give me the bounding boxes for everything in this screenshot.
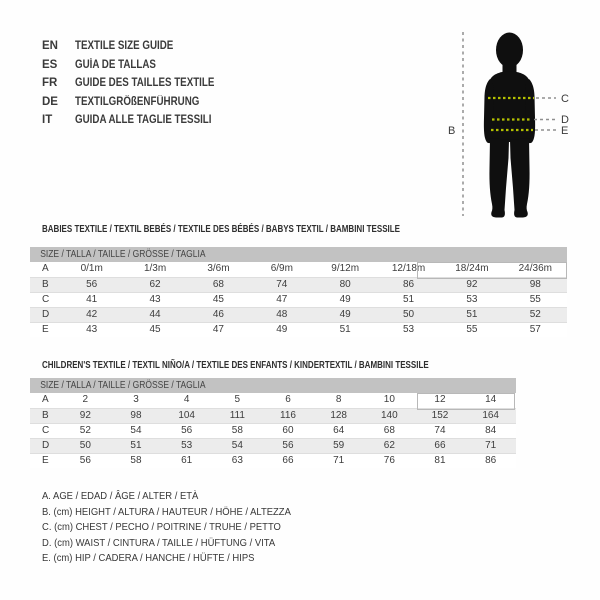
cell: 68: [212, 279, 224, 290]
cell: 43: [86, 324, 98, 335]
children-section-title-text: CHILDREN'S TEXTILE / TEXTIL NIÑO/A / TEXTILE DES ENFANTS / KINDERTEXTIL / BAMBINI TESSILE: [42, 360, 429, 371]
table-row-age: [30, 393, 516, 408]
size-header-label: SIZE / TALLA / TAILLE / GRÖSSE / TAGLIA: [40, 380, 206, 391]
lang-row-de: [42, 93, 239, 112]
cell: 3/6m: [207, 263, 230, 274]
size-header-label: SIZE / TALLA / TAILLE / GRÖSSE / TAGLIA: [40, 249, 206, 260]
measurement-legend: [42, 489, 319, 567]
cell: 14: [485, 394, 497, 405]
lang-title: GUIDE DES TAILLES TEXTILE: [75, 77, 215, 89]
waist-label: D: [561, 114, 569, 126]
cell: 41: [86, 294, 98, 305]
row-label: E: [42, 324, 49, 335]
table-row-waist: [30, 438, 516, 453]
children-size-table: [30, 378, 516, 468]
cell: 45: [149, 324, 161, 335]
cell: 52: [79, 425, 91, 436]
table-row-chest: [30, 292, 567, 307]
row-label: C: [42, 425, 50, 436]
cell: 53: [466, 294, 478, 305]
cell: 54: [231, 440, 243, 451]
cell: 58: [231, 425, 243, 436]
table-row-hip: [30, 322, 567, 337]
cell: 66: [434, 440, 446, 451]
lang-row-en: [42, 37, 239, 56]
cell: 12/18m: [391, 263, 426, 274]
cell: 62: [149, 279, 161, 290]
row-label: D: [42, 309, 50, 320]
cell: 98: [529, 279, 541, 290]
lang-title: TEXTILE SIZE GUIDE: [75, 40, 174, 52]
cell: 51: [339, 324, 351, 335]
table-row-height: [30, 277, 567, 292]
cell: 64: [333, 425, 345, 436]
cell: 18/24m: [455, 263, 489, 274]
cell: 6: [285, 394, 291, 405]
legend-item-chest: [42, 520, 319, 536]
cell: 53: [181, 440, 193, 451]
lang-code: ES: [42, 58, 58, 71]
lang-code: FR: [42, 77, 58, 89]
cell: 5: [234, 394, 241, 405]
table-row-chest: [30, 423, 516, 438]
cell: 3: [133, 394, 139, 405]
cell: 58: [130, 455, 142, 466]
cell: 111: [229, 410, 245, 421]
cell: 46: [212, 309, 224, 320]
cell: 63: [231, 455, 243, 466]
table-row-hip: [30, 453, 516, 468]
lang-title: TEXTILGRÖßENFÜHRUNG: [75, 95, 200, 108]
table-row-age: [30, 262, 567, 277]
lang-row-it: [42, 111, 239, 130]
cell: 56: [282, 440, 294, 451]
row-label: A: [42, 263, 49, 274]
row-label: B: [42, 279, 49, 290]
cell: 51: [466, 309, 478, 320]
cell: 12: [434, 394, 446, 405]
cell: 61: [181, 455, 193, 466]
babies-section-title-text: BABIES TEXTILE / TEXTIL BEBÉS / TEXTILE DES BÉBÉS / BABYS TEXTIL / BAMBINI TESSILE: [42, 224, 400, 235]
cell: 140: [380, 410, 398, 421]
cell: 49: [339, 294, 351, 305]
cell: 49: [276, 324, 288, 335]
cell: 164: [482, 410, 499, 421]
children-section-title: [42, 360, 525, 371]
babies-section-title: [42, 224, 489, 235]
cell: 57: [529, 324, 541, 335]
height-label: B: [448, 125, 456, 137]
cell: 84: [485, 425, 497, 436]
cell: 59: [333, 440, 345, 451]
cell: 47: [276, 294, 288, 305]
cell: 71: [485, 440, 497, 451]
cell: 24/36m: [518, 263, 552, 274]
cell: 92: [466, 279, 478, 290]
cell: 53: [403, 324, 415, 335]
cell: 74: [434, 425, 446, 436]
cell: 104: [178, 410, 195, 421]
legend-item-hip: [42, 551, 319, 567]
lang-code: DE: [42, 95, 58, 108]
hip-label: E: [561, 125, 569, 137]
legend-item-waist: [42, 536, 319, 552]
lang-title: GUÍA DE TALLAS: [75, 58, 156, 71]
legend-text: C. (cm) CHEST / PECHO / POITRINE / TRUHE / PETTO: [42, 521, 281, 533]
legend-text: D. (cm) WAIST / CINTURA / TAILLE / HÜFTUNG / VITA: [42, 536, 276, 549]
cell: 4: [183, 394, 190, 405]
cell: 86: [403, 279, 415, 290]
cell: 42: [86, 309, 98, 320]
cell: 8: [335, 394, 342, 405]
lang-row-fr: [42, 74, 239, 93]
cell: 68: [383, 425, 395, 436]
cell: 56: [181, 425, 193, 436]
cell: 48: [276, 309, 288, 320]
cell: 52: [529, 309, 541, 320]
row-label: E: [42, 455, 49, 466]
cell: 2: [82, 394, 89, 405]
cell: 98: [130, 410, 142, 421]
cell: 116: [280, 410, 296, 421]
cell: 50: [79, 440, 91, 451]
cell: 49: [339, 309, 351, 320]
legend-text: E. (cm) HIP / CADERA / HANCHE / HÜFTE / HIPS: [42, 552, 255, 564]
cell: 71: [333, 455, 345, 466]
cell: 45: [212, 294, 224, 305]
chest-label: C: [561, 93, 569, 105]
cell: 1/3m: [143, 263, 167, 274]
cell: 43: [149, 294, 161, 305]
table-row-height: [30, 408, 516, 423]
cell: 66: [282, 455, 294, 466]
cell: 55: [466, 324, 478, 335]
cell: 0/1m: [80, 263, 103, 274]
legend-text: A. AGE / EDAD / ÂGE / ALTER / ETÀ: [42, 490, 199, 502]
lang-title: GUIDA ALLE TAGLIE TESSILI: [75, 114, 212, 126]
cell: 10: [383, 394, 395, 405]
cell: 81: [434, 455, 446, 466]
cell: 9/12m: [331, 263, 360, 274]
cell: 55: [529, 294, 541, 305]
cell: 152: [431, 410, 449, 421]
lang-row-es: [42, 56, 239, 75]
cell: 60: [282, 425, 294, 436]
lang-code: EN: [42, 40, 58, 52]
cell: 128: [330, 410, 347, 421]
row-label: A: [42, 394, 49, 405]
row-label: D: [42, 440, 50, 451]
cell: 56: [79, 455, 91, 466]
children-table-header: [30, 378, 516, 393]
cell: 6/9m: [270, 263, 293, 274]
language-title-list: [42, 37, 239, 130]
lang-code: IT: [42, 114, 53, 126]
cell: 86: [485, 455, 497, 466]
cell: 51: [130, 440, 142, 451]
cell: 54: [130, 425, 142, 436]
cell: 92: [79, 410, 91, 421]
legend-item-age: [42, 489, 319, 505]
cell: 44: [149, 309, 161, 320]
child-silhouette-figure: [440, 18, 600, 230]
cell: 51: [403, 294, 415, 305]
child-silhouette: [484, 33, 535, 218]
table-row-waist: [30, 307, 567, 322]
cell: 80: [339, 279, 351, 290]
legend-text: B. (cm) HEIGHT / ALTURA / HAUTEUR / HÖHE / ALTEZZA: [42, 505, 291, 518]
legend-item-height: [42, 505, 319, 521]
babies-size-table: [30, 247, 567, 337]
cell: 56: [86, 279, 98, 290]
row-label: C: [42, 294, 50, 305]
babies-table-header: [30, 247, 567, 262]
cell: 76: [383, 455, 395, 466]
cell: 50: [403, 309, 415, 320]
cell: 47: [212, 324, 224, 335]
row-label: B: [42, 410, 49, 421]
cell: 62: [383, 440, 395, 451]
cell: 74: [276, 279, 288, 290]
